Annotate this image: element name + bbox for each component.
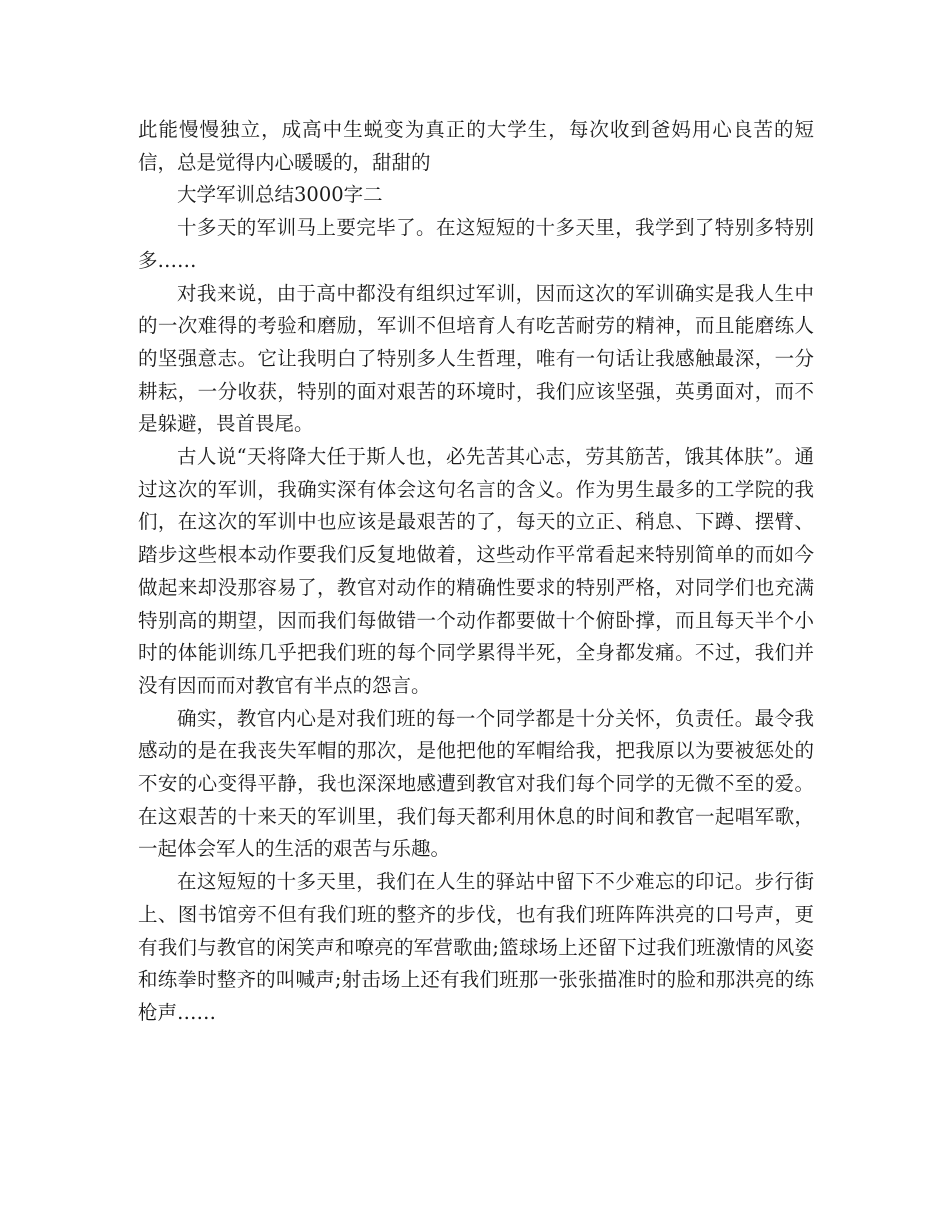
paragraph-continuation: 此能慢慢独立，成高中生蜕变为真正的大学生，每次收到爸妈用心良苦的短信，总是觉得内心暖暖的，甜甜的: [138, 118, 814, 174]
paragraph-instructor: 确实，教官内心是对我们班的每一个同学都是十分关怀，负责任。最令我感动的是在我丧失军帽的那次，是他把他的军帽给我，把我原以为要被惩处的不安的心变得平静，我也深深地感遭到教官对我们每个同学的无微不至的爱。在这艰苦的十来天的军训里，我们每天都利用休息的时间和教官一起唱军歌，一起体会军人的生活的艰苦与乐趣。: [138, 706, 814, 861]
paragraph-memories: 在这短短的十多天里，我们在人生的驿站中留下不少难忘的印记。步行街上、图书馆旁不但有我们班的整齐的步伐，也有我们班阵阵洪亮的口号声，更有我们与教官的闲笑声和嘹亮的军营歌曲;篮球场上还留下过我们班激情的风姿和练拳时整齐的叫喊声;射击场上还有我们班那一张张描准时的脸和那洪亮的练枪声……: [138, 870, 814, 1024]
paragraph-experience: 对我来说，由于高中都没有组织过军训，因而这次的军训确实是我人生中的一次难得的考验和磨励，军训不但培育人有吃苦耐劳的精神，而且能磨练人的坚强意志。它让我明白了特别多人生哲理，唯有一句话让我感触最深，一分耕耘，一分收获，特别的面对艰苦的环境时，我们应该坚强，英勇面对，而不是躲避，畏首畏尾。: [138, 281, 814, 436]
document-body: [138, 114, 814, 1030]
paragraph-intro: 十多天的军训马上要完毕了。在这短短的十多天里，我学到了特别多特别多……: [138, 216, 814, 272]
paragraph-quote: 古人说“天将降大任于斯人也，必先苦其心志，劳其筋苦，饿其体肤”。通过这次的军训，我确实深有体会这句名言的含义。作为男生最多的工学院的我们，在这次的军训中也应该是最艰苦的了，每天的立正、稍息、下蹲、摆臂、踏步这些根本动作要我们反复地做着，这些动作平常看起来特别简单的而如今做起来却没那容易了，教官对动作的精确性要求的特别严格，对同学们也充满特别高的期望，因而我们每做错一个动作都要做十个俯卧撑，而且每天半个小时的体能训练几乎把我们班的每个同学累得半死，全身都发痛。不过，我们并没有因而而对教官有半点的怨言。: [138, 445, 814, 697]
section-heading: 大学军训总结3000字二: [177, 183, 383, 207]
